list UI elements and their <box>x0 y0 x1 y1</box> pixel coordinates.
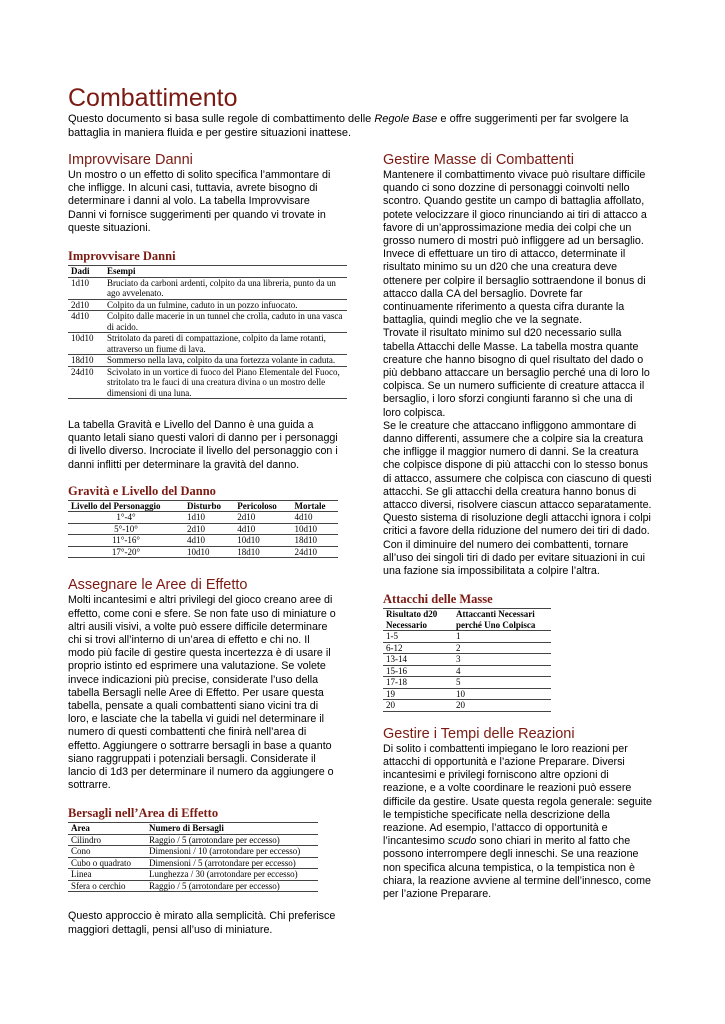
table-header-row <box>383 609 551 631</box>
table-row <box>68 311 347 333</box>
table-cell: 15-16 <box>383 665 453 677</box>
table-header-row <box>68 500 338 512</box>
table-cell: Scivolato in un vortice di fuoco del Piano Elementale del Fuoco, stritolato tra le fauci di una creatura divina o un mostro delle dimensioni di una luna. <box>104 366 347 399</box>
bersagli-table-title: Bersagli nell’Area di Effetto <box>68 806 219 821</box>
table-cell: 10d10 <box>291 523 338 535</box>
table-row <box>68 834 318 846</box>
table-header: Livello del Personaggio <box>68 500 184 512</box>
table-cell: 1 <box>453 631 551 643</box>
gravita-table-title: Gravità e Livello del Danno <box>68 483 216 498</box>
table-cell: 4d10 <box>184 535 234 547</box>
table-cell: 1d10 <box>68 277 104 299</box>
page-title: Combattimento <box>68 84 238 112</box>
table-cell: Cono <box>68 846 146 858</box>
improvvisare-heading: Improvvisare Danni <box>68 152 193 168</box>
table-row <box>383 700 551 712</box>
table-cell: 2d10 <box>184 523 234 535</box>
table-cell: 24d10 <box>291 546 338 558</box>
bersagli-table <box>68 822 318 892</box>
table-header: Esempi <box>104 266 347 278</box>
table-cell: Colpito dalle macerie in un tunnel che crolla, caduto in una vasca di acido. <box>104 311 347 333</box>
table-cell: 10d10 <box>234 535 291 547</box>
table-cell: 5 <box>453 677 551 689</box>
table-row <box>68 857 318 869</box>
table-cell: Lunghezza / 30 (arrotondare per eccesso) <box>146 869 318 881</box>
table-cell: Sommerso nella lava, colpito da una fortezza volante in caduta. <box>104 355 347 367</box>
table-cell: Cubo o quadrato <box>68 857 146 869</box>
table-cell: Bruciato da carboni ardenti, colpito da una libreria, punto da un ago avvelenato. <box>104 277 347 299</box>
table-row <box>68 355 347 367</box>
reazioni-italic: scudo <box>447 835 477 848</box>
left-column <box>68 152 343 937</box>
table-cell: Cilindro <box>68 834 146 846</box>
masse-paragraph-1: Mantenere il combattimento vivace può risultare difficile quando ci sono dozzine di personaggi coinvolti nello scontro. Quando gestite un campo di battaglia affollato, potete velocizzare il gioco rinunciando ai tiri di attacco a favore di un’approssimazione media dei colpi che un grosso numero di mostri può infliggere ad un bersaglio. Invece di effettuare un tiro di attacco, determinate il risultato minimo su un d20 che una creatura deve ottenere per colpire il bersaglio sottraendone il bonus di attacco dalla CA del bersaglio. Dovrete far continuamente riferimento a questa cifra durante la battaglia, quindi meglio che ve la segnate. <box>383 169 647 327</box>
attacchi-table-title: Attacchi delle Masse <box>383 592 493 607</box>
table-cell: 13-14 <box>383 654 453 666</box>
table-header-row <box>68 823 318 835</box>
table-row <box>68 366 347 399</box>
table-cell: 24d10 <box>68 366 104 399</box>
table-header: Area <box>68 823 146 835</box>
table-row <box>68 535 338 547</box>
table-row <box>68 512 338 524</box>
table-cell: Dimensioni / 10 (arrotondare per eccesso) <box>146 846 318 858</box>
table-row <box>383 665 551 677</box>
table-row <box>68 880 318 892</box>
table-row <box>68 846 318 858</box>
table-row <box>68 546 338 558</box>
aree-heading: Assegnare le Aree di Effetto <box>68 577 248 594</box>
improvvisare-text: Un mostro o un effetto di solito specifica l’ammontare di che infligge. In alcuni casi, tuttavia, avrete bisogno di determinare i danni al volo. La tabella Improvvisare Danni vi fornisce suggerimenti per quando vi trovate in queste situazioni. <box>68 169 331 234</box>
intro-text-start: Questo documento si basa sulle regole di combattimento delle <box>68 113 375 125</box>
table-cell: 4 <box>453 665 551 677</box>
gravita-table <box>68 500 338 559</box>
table-row <box>383 654 551 666</box>
table-cell: 2d10 <box>234 512 291 524</box>
table-cell: 5°-10° <box>68 523 184 535</box>
table-cell: 4d10 <box>68 311 104 333</box>
table-cell: 6-12 <box>383 642 453 654</box>
table-cell: 17-18 <box>383 677 453 689</box>
table-cell: 20 <box>453 700 551 712</box>
table-header: Risultato d20 Necessario <box>383 609 453 631</box>
table-cell: 4d10 <box>291 512 338 524</box>
table-header: Attaccanti Necessari perché Uno Colpisca <box>453 609 551 631</box>
table-cell: 1d10 <box>184 512 234 524</box>
table-cell: Raggio / 5 (arrotondare per eccesso) <box>146 880 318 892</box>
table-cell: 18d10 <box>291 535 338 547</box>
table-cell: 18d10 <box>234 546 291 558</box>
table-cell: 10d10 <box>184 546 234 558</box>
reazioni-text-start: Di solito i combattenti impiegano le loro reazioni per attacchi di opportunità e l’azione Preparare. Diversi incantesimi e privilegi forniscono altre opzioni di reazione, e a volte coordinare le reazioni può essere difficile da gestire. Usate questa regola generale: seguite le tempistiche specificate nella descrizione della reazione. Ad esempio, l’attacco di opportunità e l’incantesimo <box>383 742 652 848</box>
table-row <box>68 523 338 535</box>
masse-paragraph-4: Questo sistema di risoluzione degli attacchi ignora i colpi critici a favore della riduzione del numero dei tiri di dado. Con il diminuire del numero dei combattenti, tornare all’uso dei singoli tiri di dado per evitare situazioni in cui una fazione sia impossibilitata a colpire l’altra. <box>383 512 651 578</box>
table-row <box>68 277 347 299</box>
table-cell: Dimensioni / 5 (arrotondare per eccesso) <box>146 857 318 869</box>
intro-italic: Regole Base <box>374 113 438 125</box>
gravita-intro-text: La tabella Gravità e Livello del Danno è una guida a quanto letali siano questi valori di danno per i personaggi di livello diverso. Incrociate il livello del personaggio con i danni inflitti per determinare la gravità del danno. <box>68 419 338 471</box>
masse-paragraph-3: Se le creature che attaccano infliggono ammontare di danno differenti, assumere che a colpire sia la creatura che infligge il maggior numero di danni. Se la creatura che colpisce dispone di più attacchi con lo stesso bonus di attacco, assumere che colpisca con ciascuno di questi attacchi. Se gli attacchi della creatura hanno bonus di attacco diversi, risolvere ciascun attacco separatamente. <box>383 419 652 512</box>
table-row <box>383 677 551 689</box>
table-header: Mortale <box>291 500 338 512</box>
improvvisare-table-title: Improvvisare Danni <box>68 249 176 264</box>
table-cell: 11°-16° <box>68 535 184 547</box>
aree-after-text: Questo approccio è mirato alla semplicità. Chi preferisce maggiori dettagli, pensi all’uso di miniature. <box>68 910 336 936</box>
table-cell: Raggio / 5 (arrotondare per eccesso) <box>146 834 318 846</box>
table-row <box>383 631 551 643</box>
reazioni-text <box>383 743 653 901</box>
table-cell: 4d10 <box>234 523 291 535</box>
table-cell: Linea <box>68 869 146 881</box>
intro-paragraph <box>68 113 648 140</box>
table-row <box>383 642 551 654</box>
table-cell: Stritolato da pareti di compattazione, colpito da lame rotanti, attraverso un fiume di lava. <box>104 333 347 355</box>
table-header-row <box>68 266 347 278</box>
table-row <box>68 869 318 881</box>
table-cell: 3 <box>453 654 551 666</box>
reazioni-heading: Gestire i Tempi delle Reazioni <box>383 725 575 742</box>
table-cell: 10d10 <box>68 333 104 355</box>
table-cell: Sfera o cerchio <box>68 880 146 892</box>
improvvisare-table <box>68 265 347 399</box>
table-cell: 20 <box>383 700 453 712</box>
reazioni-text-end: sono chiari in merito al fatto che possono interrompere degli inneschi. Se una reazione non specifica alcuna tempistica, o la tempistica non è chiara, la reazione avviene al termine dell’innesco, come per l’azione Preparare. <box>383 835 651 901</box>
table-cell: 18d10 <box>68 355 104 367</box>
table-row <box>383 688 551 700</box>
masse-heading: Gestire Masse di Combattenti <box>383 152 574 168</box>
table-cell: 1-5 <box>383 631 453 643</box>
intro-text-end: e offre suggerimenti per far svolgere la battaglia in maniera fluida e per gestire situazioni inattese. <box>68 113 629 139</box>
table-row <box>68 299 347 311</box>
table-header: Numero di Bersagli <box>146 823 318 835</box>
table-cell: 19 <box>383 688 453 700</box>
attacchi-table <box>383 608 551 712</box>
table-header: Dadi <box>68 266 104 278</box>
right-column <box>383 152 653 901</box>
table-header: Pericoloso <box>234 500 291 512</box>
table-cell: 10 <box>453 688 551 700</box>
table-cell: 1°-4° <box>68 512 184 524</box>
table-header: Disturbo <box>184 500 234 512</box>
table-cell: 2d10 <box>68 299 104 311</box>
table-cell: Colpito da un fulmine, caduto in un pozzo infuocato. <box>104 299 347 311</box>
table-cell: 17°-20° <box>68 546 184 558</box>
masse-paragraph-2: Trovate il risultato minimo sul d20 necessario sulla tabella Attacchi delle Masse. La tabella mostra quante creature che hanno bisogno di quel risultato del dado o più debbano attaccare un bersaglio perché una di loro lo colpisca. Se un numero sufficiente di creature attacca il bersaglio, i loro sforzi congiunti faranno sì che una di loro colpisca. <box>383 327 650 419</box>
table-row <box>68 333 347 355</box>
table-cell: 2 <box>453 642 551 654</box>
aree-text: Molti incantesimi e altri privilegi del gioco creano aree di effetto, come coni e sfere. Se non fate uso di miniature o altri ausili visivi, a volte può essere difficile determinare chi si trovi all’interno di un’area di effetto e chi no. Il modo più facile di gestire questa incertezza è di usare il proprio istinto ed esprimere una valutazione. Se volete invece indicazioni più precise, considerate l’uso della tabella Bersagli nelle Aree di Effetto. Per usare questa tabella, pensate a quali combattenti siano vicini tra di loro, e lasciate che la tabella vi guidi nel determinare il numero di questi combattenti che finirà nell’area di effetto. Aggiungere o sottrarre bersagli in base a quanto siano raggruppati i potenziali bersagli. Considerate il lancio di 1d3 per determinare il numero da aggiungere o sottrarre. <box>68 594 336 792</box>
